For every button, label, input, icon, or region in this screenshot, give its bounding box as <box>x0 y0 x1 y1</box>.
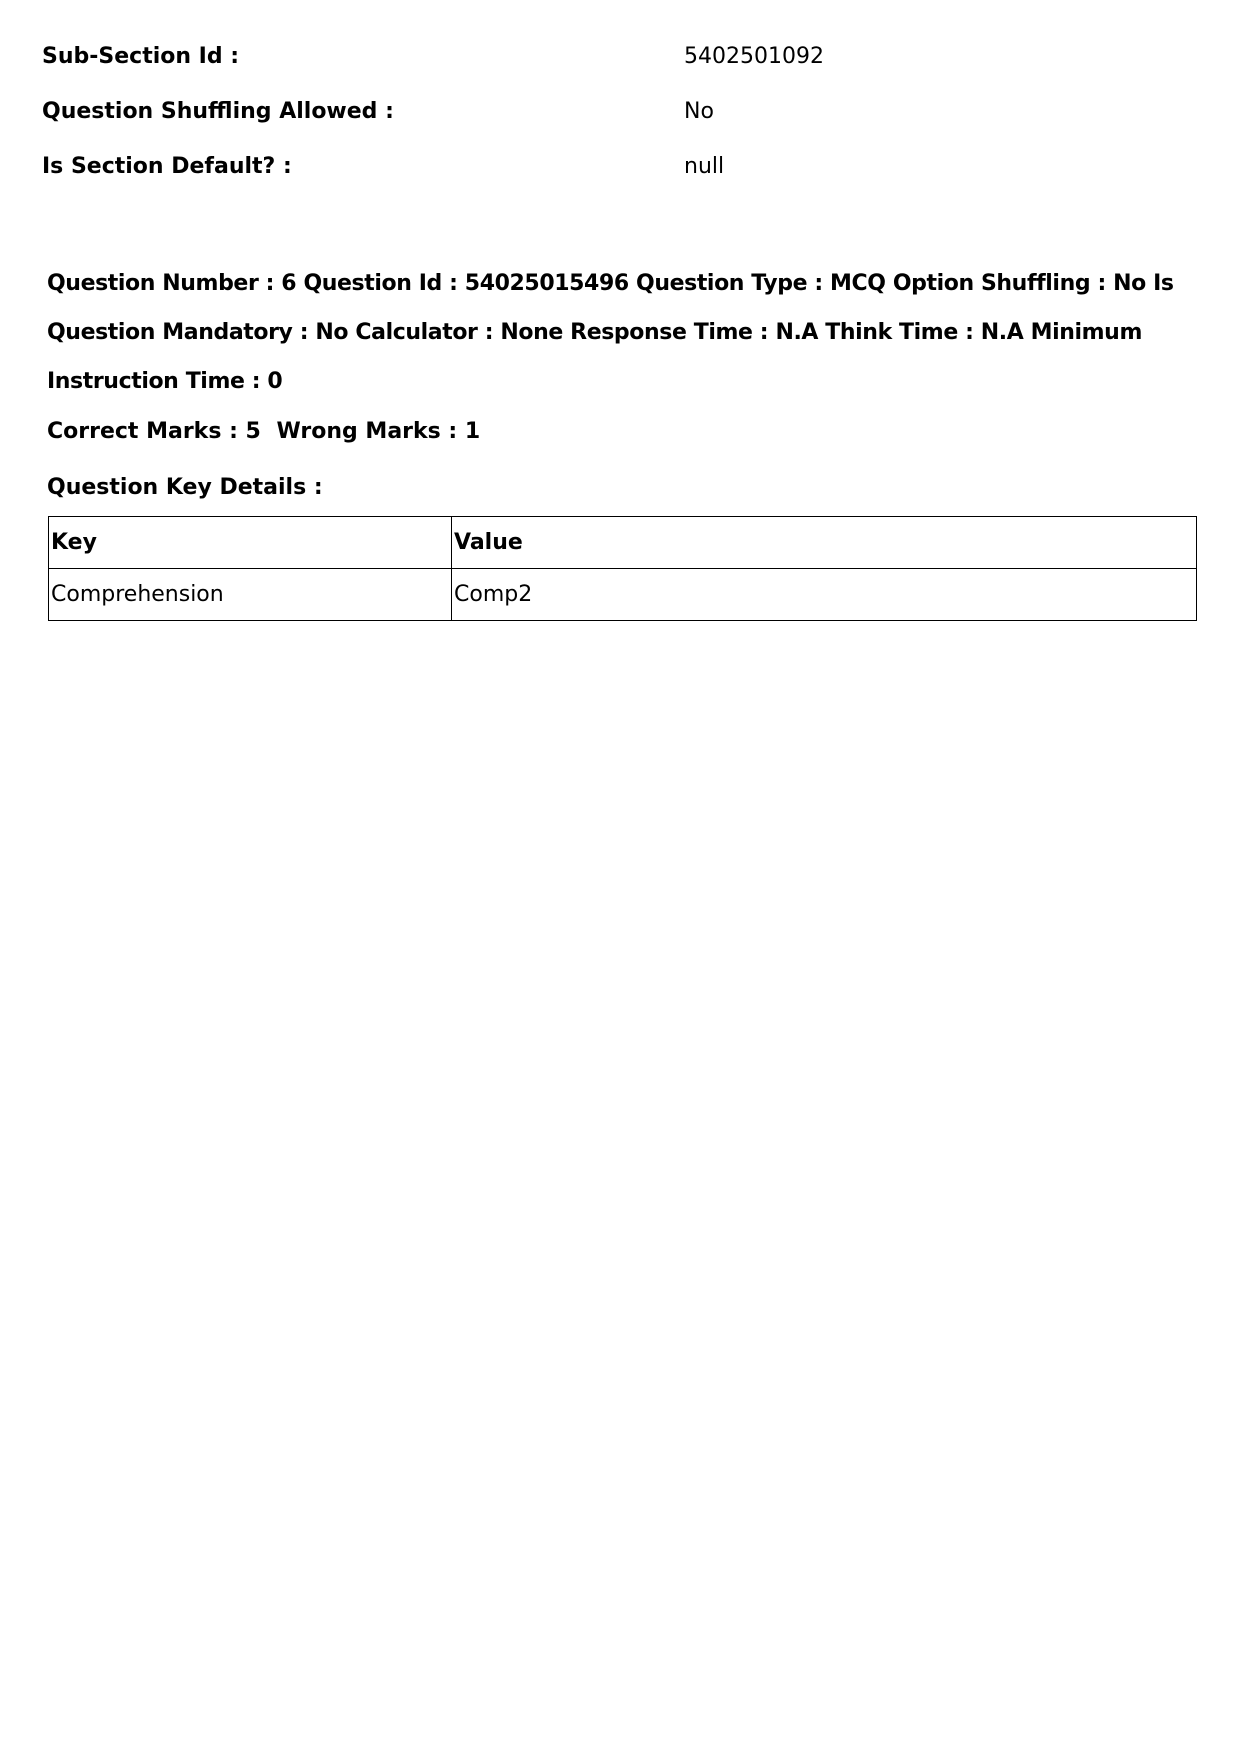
meta-label: Sub-Section Id : <box>42 44 240 69</box>
table-cell-key: Comprehension <box>49 569 452 621</box>
meta-row-section-default <box>42 147 1192 187</box>
meta-label: Question Shuffling Allowed : <box>42 99 394 124</box>
marks-line <box>47 412 480 452</box>
correct-marks: Correct Marks : 5 <box>47 419 261 444</box>
table-cell-value: Comp2 <box>452 569 1197 621</box>
meta-value: null <box>684 154 725 179</box>
wrong-marks: Wrong Marks : 1 <box>276 419 481 444</box>
column-header-value: Value <box>452 517 1197 569</box>
meta-row-subsection-id <box>42 37 1192 77</box>
column-header-key: Key <box>49 517 452 569</box>
question-header-line: Instruction Time : 0 <box>47 369 283 394</box>
question-header-line: Question Number : 6 Question Id : 54025015496 Question Type : MCQ Option Shuffling : No Is <box>47 271 1174 296</box>
table-row <box>49 569 1197 621</box>
meta-label: Is Section Default? : <box>42 154 292 179</box>
question-header <box>47 259 1207 406</box>
key-details-heading: Question Key Details : <box>47 475 323 500</box>
table-header-row <box>49 517 1197 569</box>
meta-value: 5402501092 <box>684 44 824 69</box>
meta-row-question-shuffling <box>42 92 1192 132</box>
question-key-table <box>48 516 1197 621</box>
meta-value: No <box>684 99 714 124</box>
question-header-line: Question Mandatory : No Calculator : None Response Time : N.A Think Time : N.A Minimum <box>47 320 1142 345</box>
